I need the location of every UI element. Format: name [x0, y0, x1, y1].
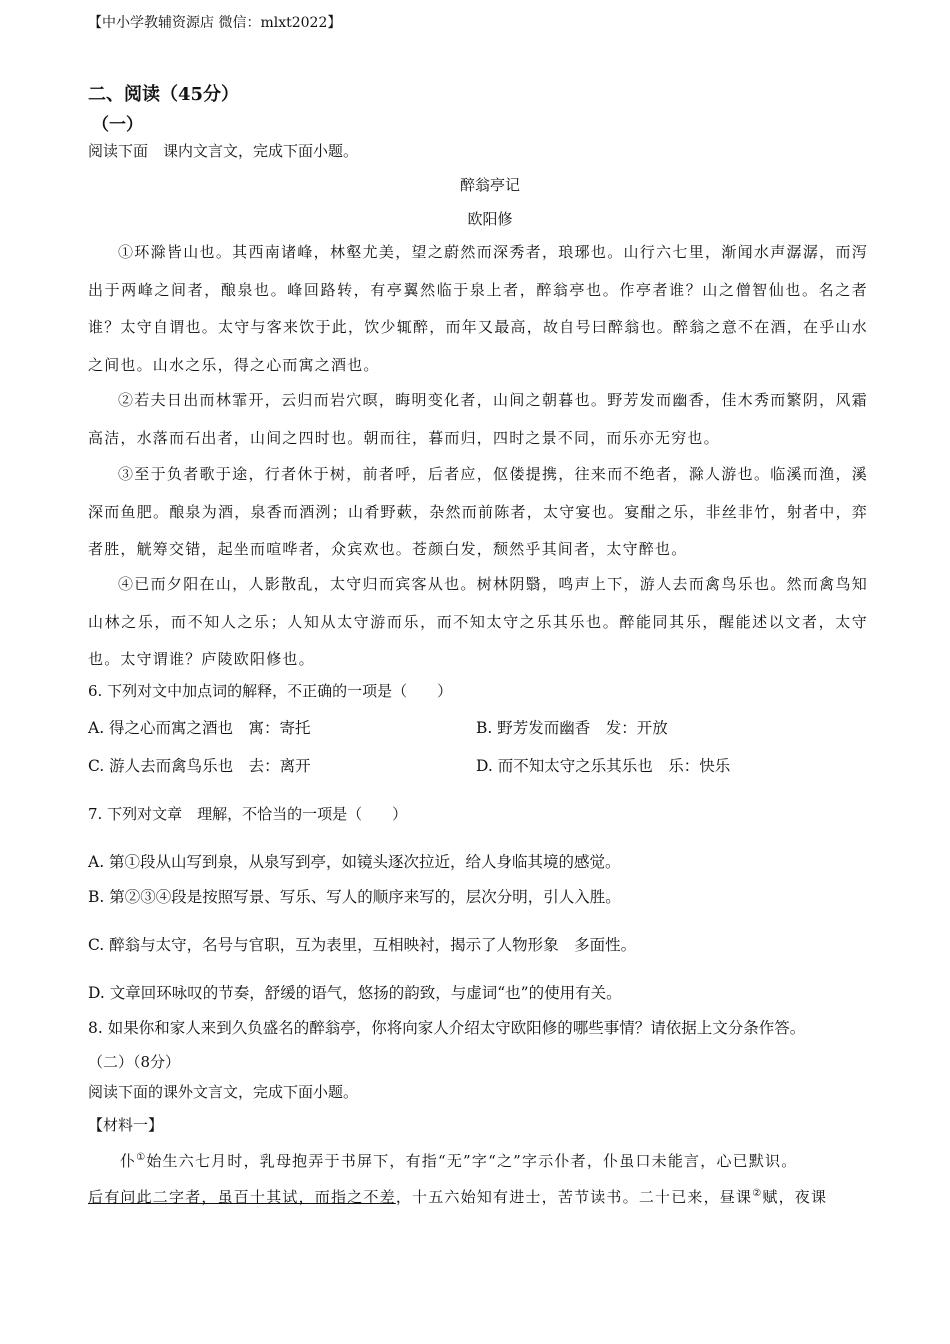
material-line-1	[120, 1150, 797, 1171]
underlined-sentence: 后有问此二字者，虽百十其试，而指之不差	[88, 1188, 396, 1206]
material-text: 仆	[120, 1152, 137, 1170]
part1-intro: 阅读下面 课内文言文，完成下面小题。	[88, 142, 359, 160]
passage-paragraph: ②若夫日出而林霏开，云归而岩穴暝，晦明变化者，山间之朝暮也。野芳发而幽香，佳木秀而繁阴，风霜高洁，水落而石出者，山间之四时也。朝而往，暮而归，四时之景不同，而乐亦无穷也。	[88, 391, 868, 447]
question-6-stem: 6. 下列对文中加点词的解释，不正确的一项是（ ）	[88, 682, 453, 700]
passage-paragraph: ①环滁皆山也。其西南诸峰，林壑尤美，望之蔚然而深秀者，琅琊也。山行六七里，渐闻水声潺潺，而泻出于两峰之间者，酿泉也。峰回路转，有亭翼然临于泉上者，醉翁亭也。作亭者谁？山之僧智仙也。名之者谁？太守自谓也。太守与客来饮于此，饮少辄醉，而年又最高，故自号曰醉翁也。醉翁之意不在酒，在乎山水之间也。山水之乐，得之心而寓之酒也。	[88, 243, 868, 374]
material-text: ，十五六始知有进士，苦节读书。二十已来，昼课	[395, 1188, 753, 1206]
q7-option-b: B. 第②③④段是按照写景、写乐、写人的顺序来写的，层次分明，引人入胜。	[88, 888, 621, 906]
material-one-label: 【材料一】	[88, 1116, 164, 1134]
passage-author: 欧阳修	[467, 210, 513, 228]
q7-option-a: A. 第①段从山写到泉，从泉写到亭，如镜头逐次拉近，给人身临其境的感觉。	[88, 853, 621, 871]
material-line-2	[88, 1186, 827, 1207]
q6-option-a: A. 得之心而寓之酒也 寓：寄托	[88, 719, 311, 737]
q7-option-d: D. 文章回环咏叹的节奏，舒缓的语气，悠扬的韵致，与虚词“也”的使用有关。	[88, 984, 622, 1002]
part2-intro: 阅读下面的课外文言文，完成下面小题。	[88, 1083, 359, 1101]
part2-label: （二）（8分）	[88, 1053, 181, 1071]
footnote-marker: ①	[136, 1152, 147, 1163]
q6-option-b: B. 野芳发而幽香 发：开放	[476, 719, 668, 737]
question-8-stem: 8. 如果你和家人来到久负盛名的醉翁亭，你将向家人介绍太守欧阳修的哪些事情？请依据上文分条作答。	[88, 1019, 806, 1037]
question-7-stem: 7. 下列对文章 理解，不恰当的一项是（ ）	[88, 805, 408, 823]
passage-title: 醉翁亭记	[459, 176, 520, 194]
q6-option-d: D. 而不知太守之乐其乐也 乐：快乐	[476, 757, 731, 775]
passage-paragraph: ④已而夕阳在山，人影散乱，太守归而宾客从也。树林阴翳，鸣声上下，游人去而禽鸟乐也。然而禽鸟知山林之乐，而不知人之乐；人知从太守游而乐，而不知太守之乐其乐也。醉能同其乐，醒能述以文者，太守也。太守谓谁？庐陵欧阳修也。	[88, 575, 868, 668]
material-text: 始生六七月时，乳母抱弄于书屏下，有指“无”字“之”字示仆者，仆虽口未能言，心已默识。	[146, 1152, 798, 1170]
q7-option-c: C. 醉翁与太守，名号与官职，互为表里，互相映衬，揭示了人物形象 多面性。	[88, 936, 637, 954]
page-header: 【中小学教辅资源店 微信：mlxt2022】	[88, 15, 342, 31]
q6-option-c: C. 游人去而禽鸟乐也 去：离开	[88, 757, 311, 775]
part1-label: （一）	[92, 115, 143, 135]
footnote-marker: ②	[752, 1188, 763, 1199]
section-title: 二、阅读（45分）	[88, 84, 240, 105]
material-text: 赋，夜课	[762, 1188, 828, 1206]
passage-paragraph: ③至于负者歌于途，行者休于树，前者呼，后者应，伛偻提携，往来而不绝者，滁人游也。临溪而渔，溪深而鱼肥。酿泉为酒，泉香而酒洌；山肴野蔌，杂然而前陈者，太守宴也。宴酣之乐，非丝非竹，射者中，弈者胜，觥筹交错，起坐而喧哗者，众宾欢也。苍颜白发，颓然乎其间者，太守醉也。	[88, 465, 868, 558]
